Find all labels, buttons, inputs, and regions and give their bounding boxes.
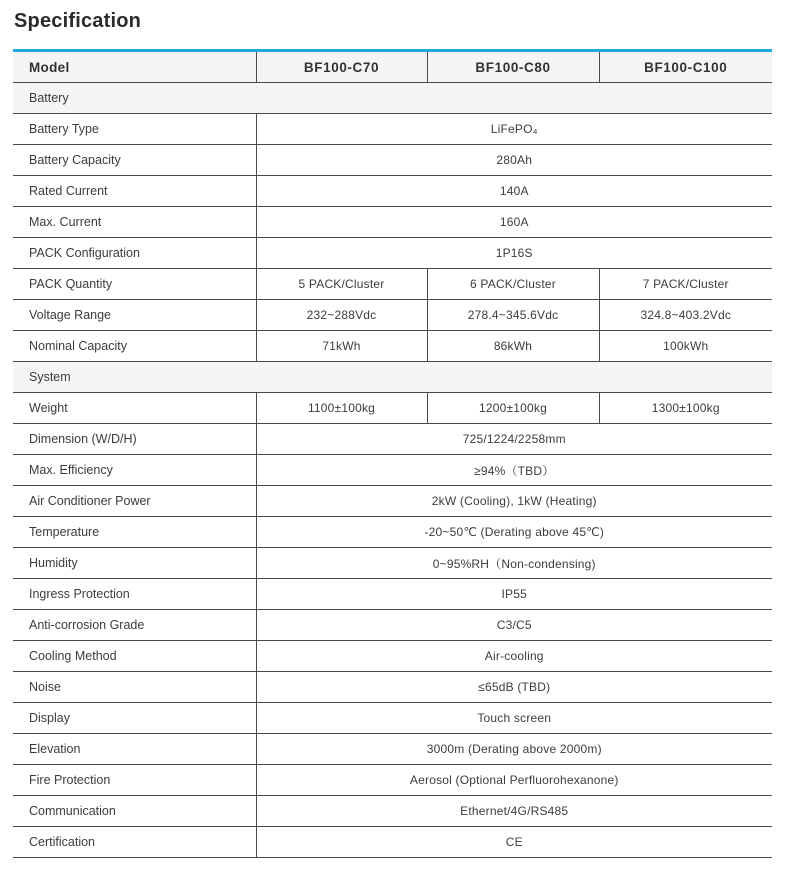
- spec-value-col1: 5 PACK/Cluster: [256, 269, 427, 300]
- spec-value-merged: Ethernet/4G/RS485: [256, 796, 772, 827]
- spec-row: [13, 734, 772, 765]
- spec-label: Temperature: [13, 517, 256, 548]
- spec-label: Humidity: [13, 548, 256, 579]
- spec-row: [13, 207, 772, 238]
- spec-label: Noise: [13, 672, 256, 703]
- spec-row: [13, 796, 772, 827]
- spec-label: Max. Efficiency: [13, 455, 256, 486]
- spec-row: [13, 610, 772, 641]
- spec-value-merged: 0~95%RH（Non-condensing): [256, 548, 772, 579]
- spec-label: PACK Quantity: [13, 269, 256, 300]
- spec-value-col1: 1100±100kg: [256, 393, 427, 424]
- spec-label: Weight: [13, 393, 256, 424]
- spec-label: Fire Protection: [13, 765, 256, 796]
- spec-value-merged: 725/1224/2258mm: [256, 424, 772, 455]
- page-title: Specification: [14, 10, 142, 32]
- spec-label: Max. Current: [13, 207, 256, 238]
- section-title: Battery: [13, 83, 772, 114]
- spec-value-merged: -20~50℃ (Derating above 45℃): [256, 517, 772, 548]
- spec-label: Elevation: [13, 734, 256, 765]
- spec-value-merged: Air-cooling: [256, 641, 772, 672]
- spec-value-merged: ≥94%（TBD）: [256, 455, 772, 486]
- spec-value-merged: ≤65dB (TBD): [256, 672, 772, 703]
- spec-row: [13, 517, 772, 548]
- spec-value-merged: C3/C5: [256, 610, 772, 641]
- spec-value-merged: CE: [256, 827, 772, 858]
- spec-label: Rated Current: [13, 176, 256, 207]
- spec-value-merged: IP55: [256, 579, 772, 610]
- spec-value-merged: 2kW (Cooling), 1kW (Heating): [256, 486, 772, 517]
- section-row-battery: [13, 83, 772, 114]
- spec-row: [13, 300, 772, 331]
- spec-row: [13, 455, 772, 486]
- spec-value-merged: 280Ah: [256, 145, 772, 176]
- spec-label: PACK Configuration: [13, 238, 256, 269]
- spec-row: [13, 641, 772, 672]
- model-name-bf100-c70: BF100-C70: [256, 51, 427, 83]
- spec-value-merged: 140A: [256, 176, 772, 207]
- spec-value-col1: 71kWh: [256, 331, 427, 362]
- section-row-system: [13, 362, 772, 393]
- spec-label: Communication: [13, 796, 256, 827]
- specification-table: [13, 49, 772, 858]
- spec-value-col3: 324.8~403.2Vdc: [599, 300, 772, 331]
- spec-value-merged: LiFePO₄: [256, 114, 772, 145]
- spec-label: Ingress Protection: [13, 579, 256, 610]
- spec-value-col2: 1200±100kg: [427, 393, 599, 424]
- spec-label: Display: [13, 703, 256, 734]
- spec-value-col3: 7 PACK/Cluster: [599, 269, 772, 300]
- spec-row: [13, 393, 772, 424]
- spec-label: Battery Capacity: [13, 145, 256, 176]
- model-name-bf100-c80: BF100-C80: [427, 51, 599, 83]
- spec-row: [13, 176, 772, 207]
- spec-value-col2: 6 PACK/Cluster: [427, 269, 599, 300]
- spec-label: Cooling Method: [13, 641, 256, 672]
- spec-label: Dimension (W/D/H): [13, 424, 256, 455]
- spec-row: [13, 424, 772, 455]
- model-name-bf100-c100: BF100-C100: [599, 51, 772, 83]
- model-header-cell: Model: [13, 51, 256, 83]
- section-title: System: [13, 362, 772, 393]
- spec-row: [13, 238, 772, 269]
- spec-label: Anti-corrosion Grade: [13, 610, 256, 641]
- spec-row: [13, 703, 772, 734]
- spec-row: [13, 765, 772, 796]
- spec-label: Air Conditioner Power: [13, 486, 256, 517]
- spec-value-merged: Touch screen: [256, 703, 772, 734]
- spec-row: [13, 548, 772, 579]
- spec-row: [13, 579, 772, 610]
- spec-value-merged: Aerosol (Optional Perfluorohexanone): [256, 765, 772, 796]
- spec-table-body: [13, 83, 772, 858]
- spec-value-col3: 100kWh: [599, 331, 772, 362]
- spec-value-merged: 160A: [256, 207, 772, 238]
- spec-row: [13, 486, 772, 517]
- spec-label: Battery Type: [13, 114, 256, 145]
- spec-row: [13, 331, 772, 362]
- spec-label: Voltage Range: [13, 300, 256, 331]
- spec-row: [13, 145, 772, 176]
- spec-row: [13, 269, 772, 300]
- spec-value-merged: 1P16S: [256, 238, 772, 269]
- spec-row: [13, 827, 772, 858]
- spec-row: [13, 114, 772, 145]
- spec-label: Nominal Capacity: [13, 331, 256, 362]
- spec-row: [13, 672, 772, 703]
- spec-value-col1: 232~288Vdc: [256, 300, 427, 331]
- spec-value-col3: 1300±100kg: [599, 393, 772, 424]
- table-header-row: [13, 51, 772, 83]
- spec-value-col2: 278.4~345.6Vdc: [427, 300, 599, 331]
- spec-value-merged: 3000m (Derating above 2000m): [256, 734, 772, 765]
- spec-value-col2: 86kWh: [427, 331, 599, 362]
- spec-label: Certification: [13, 827, 256, 858]
